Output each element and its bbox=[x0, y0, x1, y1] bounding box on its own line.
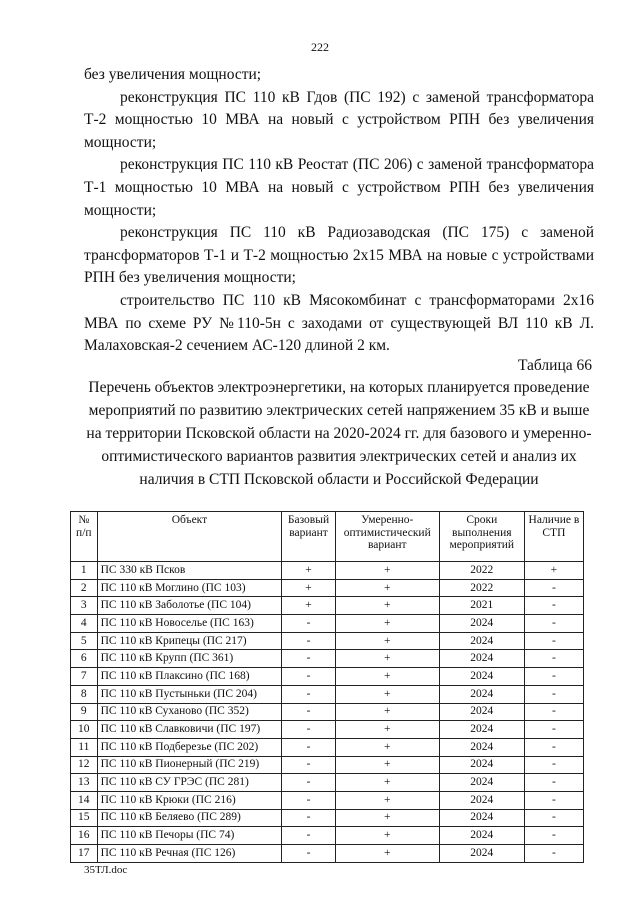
cell-number: 15 bbox=[71, 809, 98, 827]
cell-base-variant: - bbox=[282, 650, 335, 668]
cell-deadline: 2024 bbox=[439, 615, 524, 633]
cell-base-variant: + bbox=[282, 579, 335, 597]
cell-stp: - bbox=[524, 791, 583, 809]
body-text bbox=[84, 64, 594, 358]
cell-object: ПС 110 кВ Заболотье (ПС 104) bbox=[97, 597, 282, 615]
table-row bbox=[71, 721, 584, 739]
cell-number: 1 bbox=[71, 562, 98, 580]
cell-deadline: 2024 bbox=[439, 668, 524, 686]
cell-moderate-variant: + bbox=[335, 809, 439, 827]
cell-deadline: 2024 bbox=[439, 685, 524, 703]
cell-object: ПС 110 кВ Печоры (ПС 74) bbox=[97, 827, 282, 845]
table-label: Таблица 66 bbox=[517, 357, 592, 374]
cell-number: 6 bbox=[71, 650, 98, 668]
cell-base-variant: + bbox=[282, 597, 335, 615]
header-deadline: Сроки выполнения мероприятий bbox=[439, 512, 524, 562]
paragraph: реконструкция ПС 110 кВ Реостат (ПС 206) с заменой трансформатора Т-1 мощностью 10 МВА на новый с устройством РПН без увеличения мощности; bbox=[84, 156, 594, 219]
cell-moderate-variant: + bbox=[335, 791, 439, 809]
cell-base-variant: - bbox=[282, 738, 335, 756]
cell-number: 16 bbox=[71, 827, 98, 845]
cell-moderate-variant: + bbox=[335, 668, 439, 686]
table-row bbox=[71, 809, 584, 827]
cell-stp: - bbox=[524, 827, 583, 845]
cell-moderate-variant: + bbox=[335, 703, 439, 721]
cell-base-variant: - bbox=[282, 845, 335, 863]
cell-moderate-variant: + bbox=[335, 650, 439, 668]
header-moderate-variant: Умеренно-оптимистический вариант bbox=[335, 512, 439, 562]
table-row bbox=[71, 650, 584, 668]
cell-moderate-variant: + bbox=[335, 615, 439, 633]
page-number: 222 bbox=[311, 40, 329, 54]
cell-stp: - bbox=[524, 809, 583, 827]
cell-stp: - bbox=[524, 756, 583, 774]
objects-table bbox=[70, 511, 584, 863]
table-row bbox=[71, 615, 584, 633]
table-row bbox=[71, 791, 584, 809]
cell-object: ПС 110 кВ Речная (ПС 126) bbox=[97, 845, 282, 863]
cell-deadline: 2024 bbox=[439, 774, 524, 792]
cell-stp: - bbox=[524, 738, 583, 756]
cell-moderate-variant: + bbox=[335, 845, 439, 863]
cell-moderate-variant: + bbox=[335, 685, 439, 703]
cell-base-variant: - bbox=[282, 703, 335, 721]
cell-deadline: 2024 bbox=[439, 738, 524, 756]
cell-stp: - bbox=[524, 703, 583, 721]
table-header-row bbox=[71, 512, 584, 562]
table-row bbox=[71, 845, 584, 863]
table-row bbox=[71, 632, 584, 650]
cell-object: ПС 110 кВ СУ ГРЭС (ПС 281) bbox=[97, 774, 282, 792]
cell-number: 8 bbox=[71, 685, 98, 703]
table-row bbox=[71, 756, 584, 774]
cell-deadline: 2024 bbox=[439, 827, 524, 845]
cell-stp: - bbox=[524, 668, 583, 686]
paragraph: без увеличения мощности; bbox=[84, 66, 262, 83]
cell-object: ПС 330 кВ Псков bbox=[97, 562, 282, 580]
cell-object: ПС 110 кВ Крипецы (ПС 217) bbox=[97, 632, 282, 650]
table-body bbox=[71, 562, 584, 863]
cell-number: 10 bbox=[71, 721, 98, 739]
cell-deadline: 2024 bbox=[439, 703, 524, 721]
cell-stp: - bbox=[524, 650, 583, 668]
cell-stp: - bbox=[524, 721, 583, 739]
cell-base-variant: + bbox=[282, 562, 335, 580]
cell-number: 3 bbox=[71, 597, 98, 615]
cell-base-variant: - bbox=[282, 668, 335, 686]
cell-object: ПС 110 кВ Крюки (ПС 216) bbox=[97, 791, 282, 809]
table-row bbox=[71, 597, 584, 615]
cell-deadline: 2024 bbox=[439, 791, 524, 809]
cell-base-variant: - bbox=[282, 809, 335, 827]
cell-number: 14 bbox=[71, 791, 98, 809]
cell-object: ПС 110 кВ Суханово (ПС 352) bbox=[97, 703, 282, 721]
cell-stp: - bbox=[524, 579, 583, 597]
cell-deadline: 2024 bbox=[439, 632, 524, 650]
cell-stp: - bbox=[524, 685, 583, 703]
cell-moderate-variant: + bbox=[335, 632, 439, 650]
cell-number: 12 bbox=[71, 756, 98, 774]
table-row bbox=[71, 827, 584, 845]
cell-moderate-variant: + bbox=[335, 579, 439, 597]
cell-moderate-variant: + bbox=[335, 721, 439, 739]
cell-number: 4 bbox=[71, 615, 98, 633]
cell-object: ПС 110 кВ Беляево (ПС 289) bbox=[97, 809, 282, 827]
cell-object: ПС 110 кВ Крупп (ПС 361) bbox=[97, 650, 282, 668]
cell-deadline: 2022 bbox=[439, 579, 524, 597]
cell-stp: + bbox=[524, 562, 583, 580]
paragraph: реконструкция ПС 110 кВ Радиозаводская (ПС 175) с заменой трансформаторов Т-1 и Т-2 мощностью 2x15 МВА на новые с устройствами РПН без увеличения мощности; bbox=[84, 224, 594, 287]
cell-number: 17 bbox=[71, 845, 98, 863]
cell-stp: - bbox=[524, 597, 583, 615]
table-row bbox=[71, 703, 584, 721]
cell-base-variant: - bbox=[282, 791, 335, 809]
cell-base-variant: - bbox=[282, 685, 335, 703]
cell-moderate-variant: + bbox=[335, 756, 439, 774]
cell-number: 9 bbox=[71, 703, 98, 721]
cell-deadline: 2022 bbox=[439, 562, 524, 580]
cell-base-variant: - bbox=[282, 721, 335, 739]
cell-base-variant: - bbox=[282, 756, 335, 774]
header-number: № п/п bbox=[71, 512, 98, 562]
paragraph: строительство ПС 110 кВ Мясокомбинат с трансформаторами 2x16 МВА по схеме РУ №110-5н с заходами от существующей ВЛ 110 кВ Л. Малаховская-2 сечением АС-120 длиной 2 км. bbox=[84, 291, 594, 355]
cell-moderate-variant: + bbox=[335, 774, 439, 792]
cell-number: 11 bbox=[71, 738, 98, 756]
header-base-variant: Базовый вариант bbox=[282, 512, 335, 562]
cell-deadline: 2024 bbox=[439, 756, 524, 774]
table-title: Перечень объектов электроэнергетики, на которых планируется проведение мероприятий по развитию электрических сетей напряжением 35 кВ и выше на территории Псковской области на 2020-2024 гг. для базового и умеренно-оптимистического вариантов развития электрических сетей и анализ их наличия в СТП Псковской области и Российской Федерации bbox=[86, 379, 592, 488]
table-row bbox=[71, 668, 584, 686]
cell-deadline: 2024 bbox=[439, 721, 524, 739]
cell-stp: - bbox=[524, 845, 583, 863]
cell-base-variant: - bbox=[282, 774, 335, 792]
cell-number: 7 bbox=[71, 668, 98, 686]
cell-stp: - bbox=[524, 615, 583, 633]
cell-base-variant: - bbox=[282, 615, 335, 633]
cell-object: ПС 110 кВ Славковичи (ПС 197) bbox=[97, 721, 282, 739]
table-row bbox=[71, 774, 584, 792]
cell-object: ПС 110 кВ Моглино (ПС 103) bbox=[97, 579, 282, 597]
cell-number: 13 bbox=[71, 774, 98, 792]
table-row bbox=[71, 579, 584, 597]
cell-number: 2 bbox=[71, 579, 98, 597]
cell-base-variant: - bbox=[282, 632, 335, 650]
footer-filename: 35ТЛ.doc bbox=[84, 864, 128, 876]
cell-deadline: 2024 bbox=[439, 845, 524, 863]
cell-deadline: 2024 bbox=[439, 650, 524, 668]
cell-stp: - bbox=[524, 774, 583, 792]
cell-deadline: 2024 bbox=[439, 809, 524, 827]
cell-moderate-variant: + bbox=[335, 827, 439, 845]
cell-object: ПС 110 кВ Пустыньки (ПС 204) bbox=[97, 685, 282, 703]
table-row bbox=[71, 562, 584, 580]
header-stp: Наличие в СТП bbox=[524, 512, 583, 562]
cell-object: ПС 110 кВ Новоселье (ПС 163) bbox=[97, 615, 282, 633]
cell-moderate-variant: + bbox=[335, 562, 439, 580]
cell-object: ПС 110 кВ Плаксино (ПС 168) bbox=[97, 668, 282, 686]
cell-base-variant: - bbox=[282, 827, 335, 845]
header-object: Объект bbox=[97, 512, 282, 562]
cell-moderate-variant: + bbox=[335, 597, 439, 615]
cell-number: 5 bbox=[71, 632, 98, 650]
cell-moderate-variant: + bbox=[335, 738, 439, 756]
cell-deadline: 2021 bbox=[439, 597, 524, 615]
cell-stp: - bbox=[524, 632, 583, 650]
cell-object: ПС 110 кВ Подберезье (ПС 202) bbox=[97, 738, 282, 756]
paragraph: реконструкция ПС 110 кВ Гдов (ПС 192) с заменой трансформатора Т-2 мощностью 10 МВА на новый с устройством РПН без увеличения мощности; bbox=[84, 88, 594, 151]
table-row bbox=[71, 738, 584, 756]
cell-object: ПС 110 кВ Пионерный (ПС 219) bbox=[97, 756, 282, 774]
table-row bbox=[71, 685, 584, 703]
